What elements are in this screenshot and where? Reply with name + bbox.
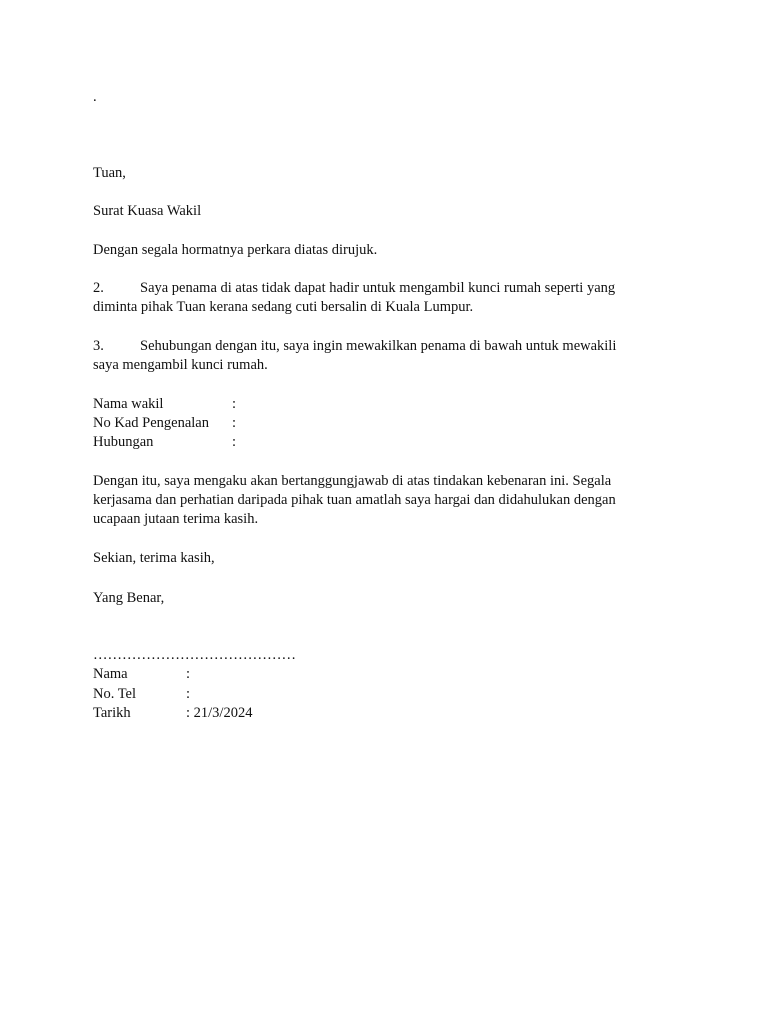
field-colon: : xyxy=(232,415,237,431)
field-value: : xyxy=(186,686,191,702)
paragraph-3 xyxy=(93,337,678,375)
paragraph-2-line-1 xyxy=(93,279,678,298)
field-value: : xyxy=(186,666,191,682)
opening-paragraph: Dengan segala hormatnya perkara diatas dirujuk. xyxy=(93,242,378,258)
field-label: Nama xyxy=(93,666,128,682)
signer-name-field xyxy=(93,665,190,684)
thanks-line: Sekian, terima kasih, xyxy=(93,550,215,566)
paragraph-3-line-2: saya mengambil kunci rumah. xyxy=(93,357,268,373)
subject-line: Surat Kuasa Wakil xyxy=(93,203,202,219)
representative-ic-field xyxy=(93,414,236,433)
paragraph-2-line-2: diminta pihak Tuan kerana sedang cuti bersalin di Kuala Lumpur. xyxy=(93,299,474,315)
signer-phone-field xyxy=(93,685,190,704)
closing-line-2: kerjasama dan perhatian daripada pihak tuan amatlah saya hargai dan didahulukan dengan xyxy=(93,492,616,508)
field-label: Tarikh xyxy=(93,705,131,721)
field-label: Nama wakil xyxy=(93,396,164,412)
field-colon: : xyxy=(232,434,237,450)
representative-name-field xyxy=(93,395,236,414)
closing-line-3: ucapaan jutaan terima kasih. xyxy=(93,511,259,527)
paragraph-3-text-1: Sehubungan dengan itu, saya ingin mewakilkan penama di bawah untuk mewakili xyxy=(140,338,617,354)
closing-line-1: Dengan itu, saya mengaku akan bertanggungjawab di atas tindakan kebenaran ini. Segala xyxy=(93,473,612,489)
leading-dot: . xyxy=(93,89,97,105)
field-colon: : xyxy=(232,396,237,412)
salutation: Tuan, xyxy=(93,165,126,181)
field-label: Hubungan xyxy=(93,434,154,450)
signature-line: …………………………………… xyxy=(93,647,296,663)
field-label: No Kad Pengenalan xyxy=(93,415,209,431)
field-label: No. Tel xyxy=(93,686,137,702)
paragraph-3-line-1 xyxy=(93,337,678,356)
paragraph-2-text-1: Saya penama di atas tidak dapat hadir untuk mengambil kunci rumah seperti yang xyxy=(140,280,616,296)
signer-date-field xyxy=(93,704,252,723)
representative-relation-field xyxy=(93,433,236,452)
paragraph-3-number: 3. xyxy=(93,338,104,354)
signoff: Yang Benar, xyxy=(93,590,165,606)
paragraph-2-number: 2. xyxy=(93,280,104,296)
field-value: : 21/3/2024 xyxy=(186,705,253,721)
paragraph-2 xyxy=(93,279,678,317)
closing-paragraph xyxy=(93,472,693,529)
